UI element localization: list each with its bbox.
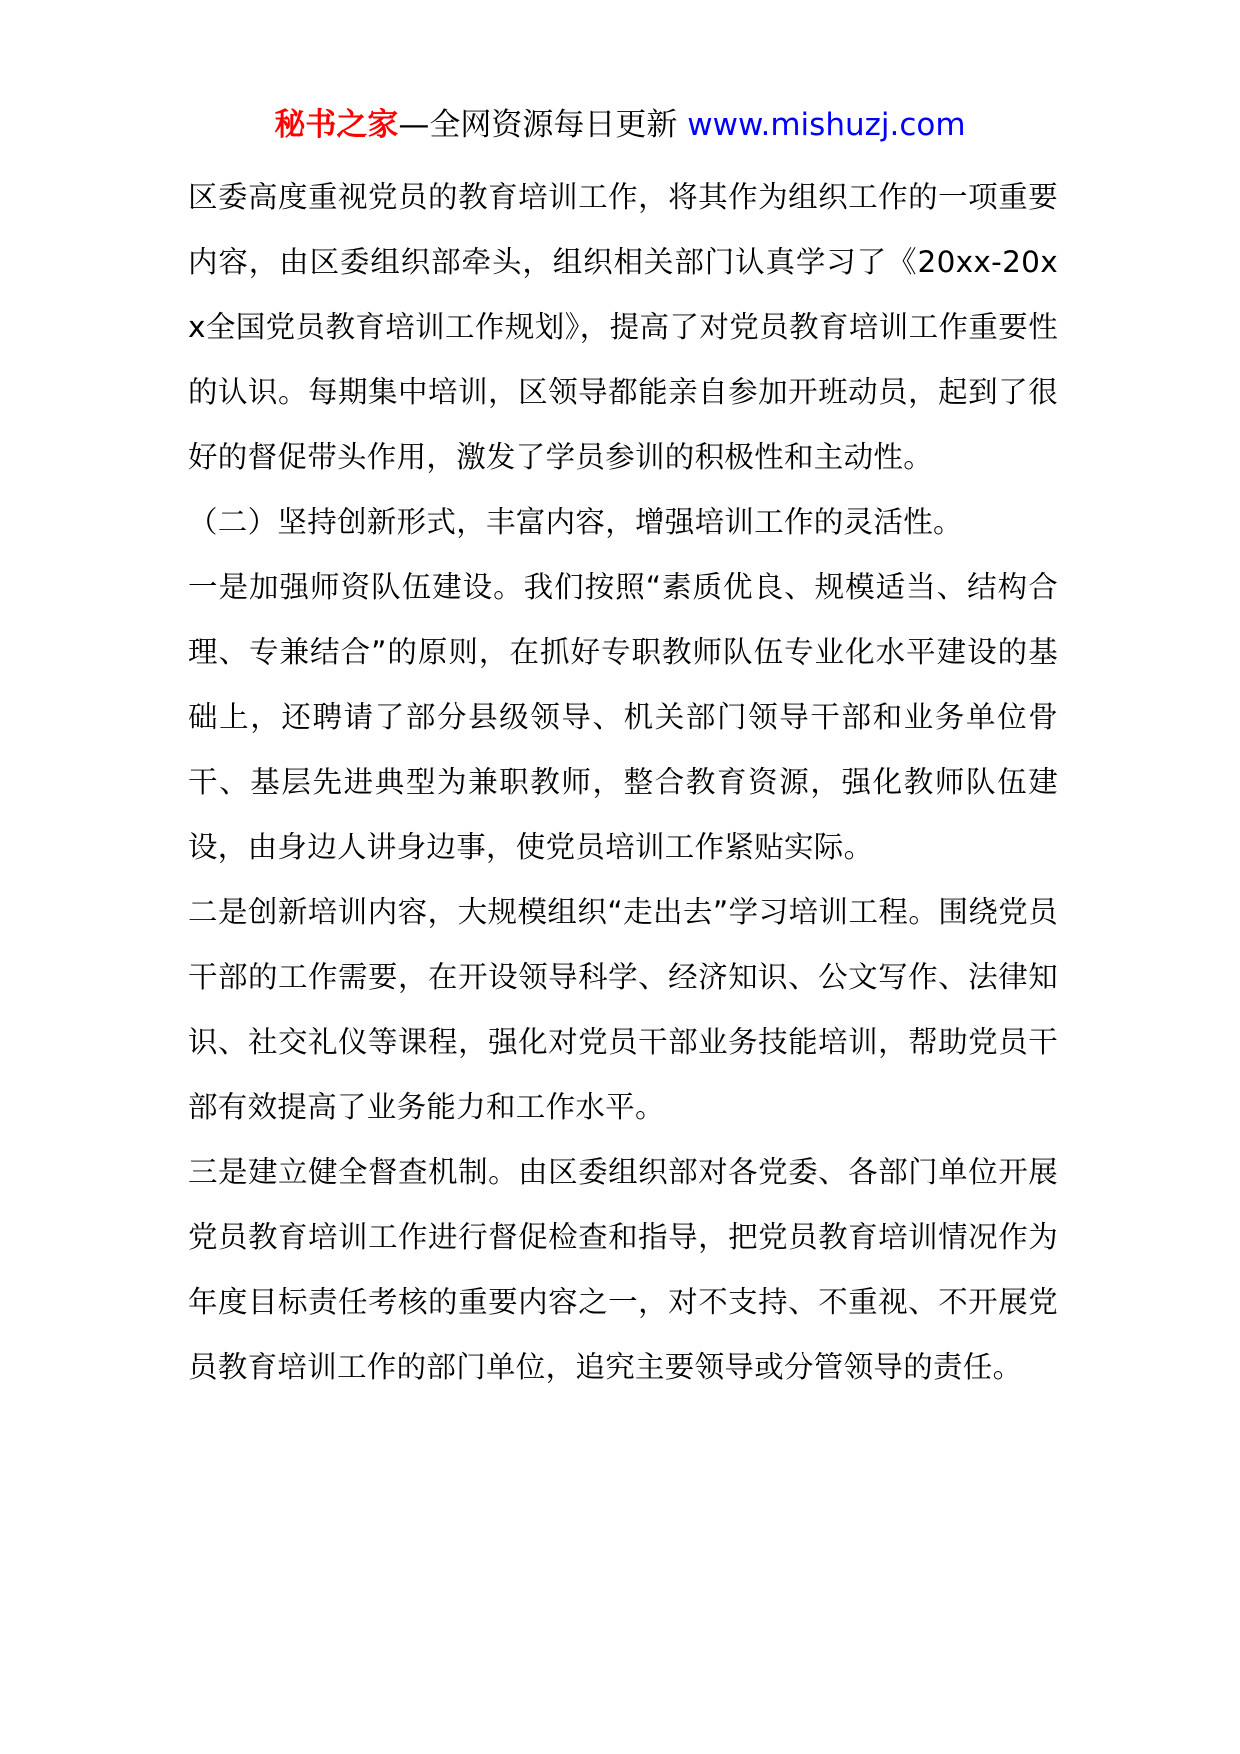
paragraph-intro: 区委高度重视党员的教育培训工作，将其作为组织工作的一项重要内容，由区委组织部牵头，组织相关部门认真学习了《20xx-20xx全国党员教育培训工作规划》，提高了对党员教育培训工作重要性的认识。每期集中培训，区领导都能亲自参加开班动员，起到了很好的督促带头作用，激发了学员参训的积极性和主动性。 (188, 180, 1058, 474)
website-link[interactable]: www.mishuzj.com (687, 107, 966, 143)
paragraph-point-one: 一是加强师资队伍建设。我们按照“素质优良、规模适当、结构合理、专兼结合”的原则，在抓好专职教师队伍专业化水平建设的基础上，还聘请了部分县级领导、机关部门领导干部和业务单位骨干、基层先进典型为兼职教师，整合教育资源，强化教师队伍建设，由身边人讲身边事，使党员培训工作紧贴实际。 (188, 570, 1058, 864)
section-heading: （二）坚持创新形式，丰富内容，增强培训工作的灵活性。 (188, 505, 963, 539)
paragraph-point-two: 二是创新培训内容，大规模组织“走出去”学习培训工程。围绕党员干部的工作需要，在开设领导科学、经济知识、公文写作、法律知识、社交礼仪等课程，强化对党员干部业务技能培训，帮助党员干部有效提高了业务能力和工作水平。 (188, 895, 1058, 1124)
header-tagline: —全网资源每日更新 (398, 107, 678, 143)
paragraph-point-three: 三是建立健全督查机制。由区委组织部对各党委、各部门单位开展党员教育培训工作进行督促检查和指导，把党员教育培训情况作为年度目标责任考核的重要内容之一，对不支持、不重视、不开展党员教育培训工作的部门单位，追究主要领导或分管领导的责任。 (188, 1155, 1058, 1384)
brand-name: 秘书之家 (274, 107, 399, 143)
page-header (0, 103, 1240, 147)
document-body (188, 165, 1058, 1400)
